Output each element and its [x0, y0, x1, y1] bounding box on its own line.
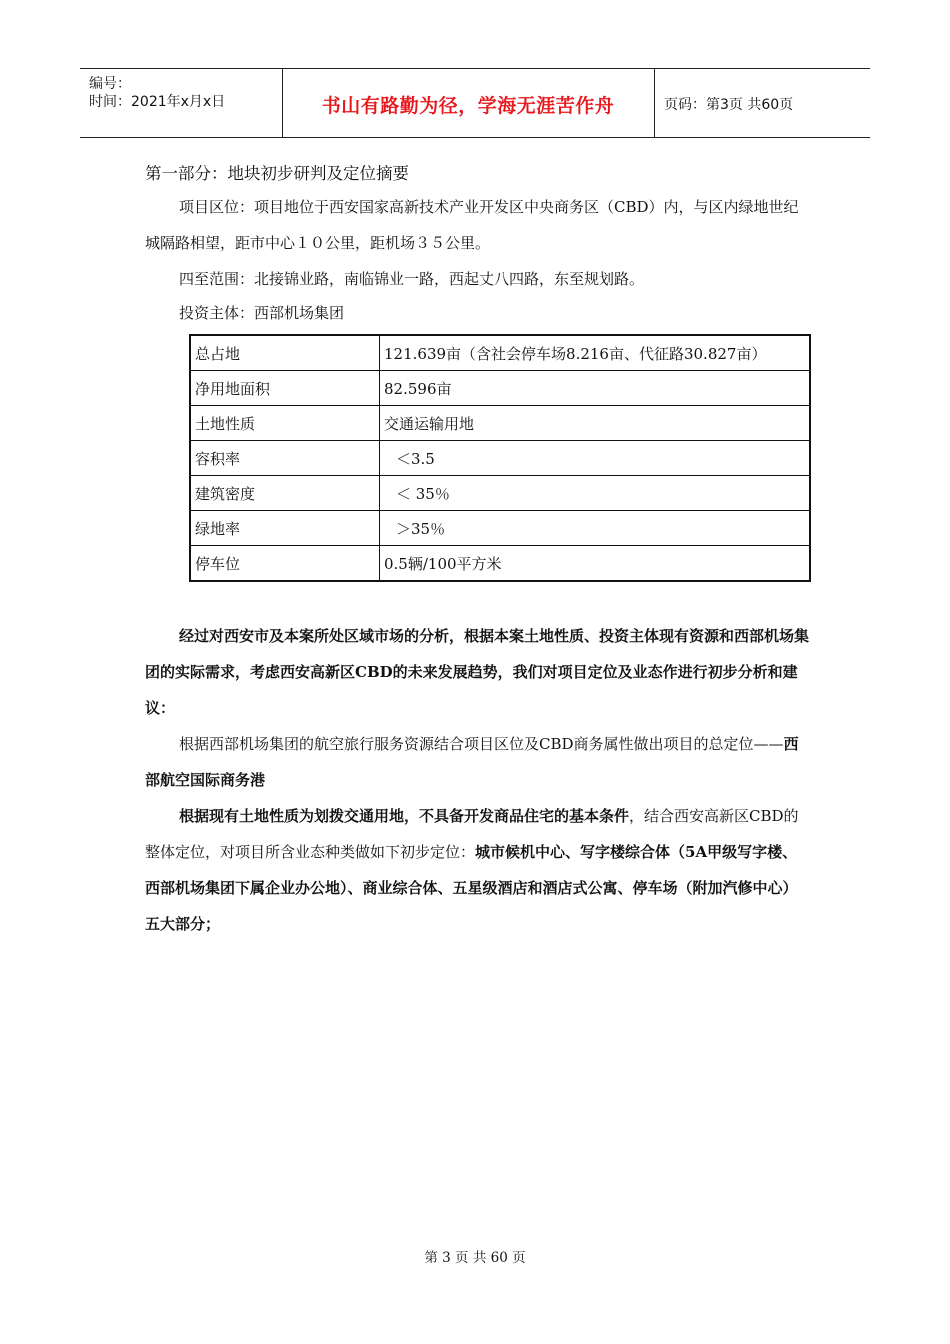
table-key: 总占地 [190, 335, 380, 371]
land-info-table [189, 334, 811, 582]
table-key: 建筑密度 [190, 476, 380, 511]
header-motto-cell [282, 69, 655, 137]
header-meta-cell [80, 69, 283, 137]
positioning-paragraph [145, 726, 811, 798]
table-key: 容积率 [190, 441, 380, 476]
table-row [190, 371, 810, 406]
positioning-text: 根据西部机场集团的航空旅行服务资源结合项目区位及CBD商务属性做出项目的总定位—— [179, 735, 784, 753]
motto: 书山有路勤为径，学海无涯苦作舟 [321, 95, 615, 117]
table-value: 82.596亩 [380, 371, 811, 406]
business-format-list: 城市候机中心、写字楼综合体（5A甲级写字楼、西部机场集团下属企业办公地）、商业综合体、五星级酒店和酒店式公寓、停车场（附加汽修中心）五大部分； [145, 843, 798, 933]
table-row [190, 476, 810, 511]
table-key: 净用地面积 [190, 371, 380, 406]
table-row [190, 546, 810, 582]
table-value: ＞35％ [380, 511, 811, 546]
time-label: 时间：2021年x月x日 [89, 94, 226, 110]
header-page-cell [654, 69, 870, 137]
table-key: 土地性质 [190, 406, 380, 441]
table-row [190, 335, 810, 371]
table-row [190, 406, 810, 441]
table-value: ＜ 35％ [380, 476, 811, 511]
analysis-paragraph: 经过对西安市及本案所处区域市场的分析，根据本案土地性质、投资主体现有资源和西部机场集团的实际需求，考虑西安高新区CBD的未来发展趋势，我们对项目定位及业态作进行初步分析和建议： [145, 627, 810, 717]
table-row [190, 441, 810, 476]
cbd-positioning-text: ，结合西安高新区CBD的整体定位，对项目所含业态种类做如下初步定位： [145, 807, 799, 861]
boundaries-paragraph: 四至范围：北接锦业路，南临锦业一路，西起丈八四路，东至规划路。 [179, 270, 645, 288]
table-value: 0.5辆/100平方米 [380, 546, 811, 582]
section-title: 第一部分：地块初步研判及定位摘要 [145, 164, 409, 183]
table-value: ＜3.5 [380, 441, 811, 476]
page-info: 页码：第3页 共60页 [664, 97, 794, 113]
business-format-paragraph [145, 798, 811, 942]
land-condition-text: 根据现有土地性质为划拨交通用地，不具备开发商品住宅的基本条件 [179, 807, 630, 825]
table-key: 绿地率 [190, 511, 380, 546]
table-value: 交通运输用地 [380, 406, 811, 441]
table-row [190, 511, 810, 546]
table-value: 121.639亩（含社会停车场8.216亩、代征路30.827亩） [380, 335, 811, 371]
page-footer: 第 3 页 共 60 页 [424, 1250, 526, 1266]
investor-paragraph: 投资主体：西部机场集团 [179, 304, 345, 322]
location-paragraph: 项目区位：项目地位于西安国家高新技术产业开发区中央商务区（CBD）内，与区内绿地世纪城隔路相望，距市中心１０公里，距机场３５公里。 [145, 198, 799, 252]
positioning-name: 西部航空国际商务港 [145, 735, 799, 789]
page-header [80, 68, 870, 138]
table-key: 停车位 [190, 546, 380, 582]
number-label: 编号： [89, 76, 131, 92]
